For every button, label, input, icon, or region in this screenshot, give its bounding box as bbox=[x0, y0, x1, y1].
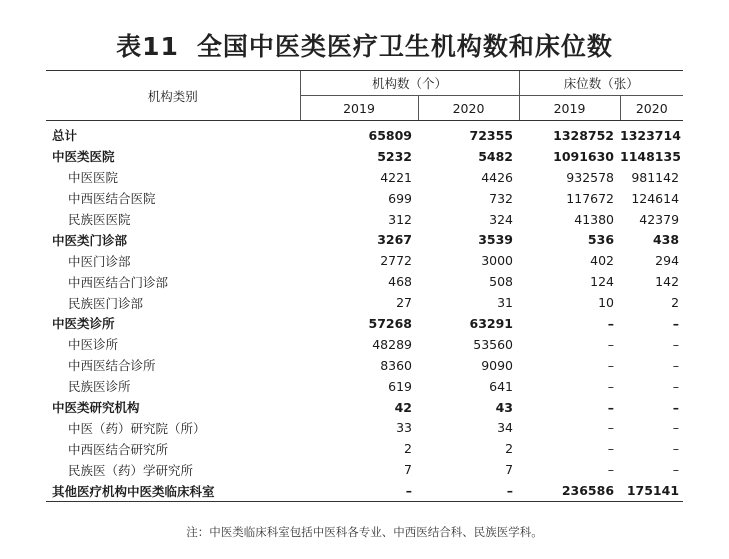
table-cell: 3539 bbox=[478, 232, 514, 248]
table-number: 表11 bbox=[116, 32, 179, 61]
table-cell: 41380 bbox=[574, 211, 615, 227]
table-cell: 294 bbox=[655, 253, 680, 269]
table-cell: – bbox=[672, 357, 680, 373]
table-cell: – bbox=[672, 378, 680, 394]
table-cell: – bbox=[607, 315, 615, 331]
statistics-table bbox=[46, 70, 683, 502]
table-cell: – bbox=[672, 315, 680, 331]
table-row bbox=[46, 376, 683, 397]
row-label: 民族医（药）学研究所 bbox=[68, 462, 194, 478]
table-cell: 5232 bbox=[377, 148, 412, 164]
row-label: 其他医疗机构中医类临床科室 bbox=[46, 480, 300, 501]
footnote: 注：中医类临床科室包括中医科各专业、中西医结合科、民族医学科。 bbox=[186, 525, 543, 539]
table-row bbox=[46, 121, 683, 146]
table-cell: – bbox=[607, 357, 615, 373]
table-row bbox=[46, 417, 683, 438]
table-cell: 43 bbox=[495, 399, 514, 415]
table-cell: 402 bbox=[590, 253, 615, 269]
table-row bbox=[46, 250, 683, 271]
table-cell: 641 bbox=[489, 378, 514, 394]
year-header: 2020 bbox=[620, 96, 683, 121]
row-label: 民族医门诊部 bbox=[68, 295, 144, 311]
table-cell: 981142 bbox=[631, 169, 680, 185]
table-cell: 2 bbox=[671, 295, 680, 311]
table-cell: 27 bbox=[396, 295, 412, 311]
row-label: 中医类门诊部 bbox=[52, 232, 128, 248]
row-label: 中医类医院 bbox=[52, 149, 115, 165]
table-cell: – bbox=[607, 420, 615, 436]
table-cell: 324 bbox=[489, 211, 514, 227]
table-cell: 932578 bbox=[566, 169, 615, 185]
row-label: 总计 bbox=[52, 128, 78, 144]
table-cell: 619 bbox=[388, 378, 412, 394]
table-title bbox=[0, 27, 729, 63]
table-cell: 2772 bbox=[380, 253, 412, 269]
row-label: 中医类研究机构 bbox=[52, 400, 140, 416]
table-cell: – bbox=[300, 480, 418, 501]
institutions-group-header: 机构数（个） bbox=[300, 71, 519, 96]
table-row bbox=[46, 459, 683, 480]
table-row bbox=[46, 209, 683, 230]
row-label: 中西医结合医院 bbox=[68, 191, 156, 207]
table-cell: 33 bbox=[396, 420, 412, 436]
year-header: 2019 bbox=[300, 96, 418, 121]
table-cell: – bbox=[607, 399, 615, 415]
table-cell: 236586 bbox=[519, 480, 620, 501]
table-row bbox=[46, 271, 683, 292]
table-cell: 124 bbox=[590, 274, 615, 290]
table-cell: 508 bbox=[489, 274, 514, 290]
table-cell: 9090 bbox=[481, 357, 514, 373]
table-cell: 10 bbox=[598, 295, 615, 311]
table-cell: 175141 bbox=[620, 480, 683, 501]
table-cell: 699 bbox=[388, 190, 412, 206]
table-header bbox=[46, 71, 683, 121]
table-cell: 3000 bbox=[481, 253, 514, 269]
table-cell: 8360 bbox=[380, 357, 412, 373]
table-row bbox=[46, 480, 683, 501]
table-cell: 312 bbox=[388, 211, 412, 227]
row-label: 中医（药）研究院（所） bbox=[68, 420, 206, 436]
table-row bbox=[46, 334, 683, 355]
table-row bbox=[46, 146, 683, 167]
table-cell: 4221 bbox=[380, 169, 412, 185]
table-row bbox=[46, 229, 683, 250]
row-label: 中医医院 bbox=[68, 170, 119, 186]
table-cell: 42 bbox=[394, 399, 412, 415]
table-cell: 63291 bbox=[469, 315, 514, 331]
row-label: 中医门诊部 bbox=[68, 253, 131, 269]
table-cell: 2 bbox=[505, 441, 514, 457]
table-cell: – bbox=[607, 378, 615, 394]
table-cell: 5482 bbox=[478, 148, 514, 164]
table-cell: 536 bbox=[587, 232, 615, 248]
table-cell: – bbox=[672, 441, 680, 457]
table-cell: 117672 bbox=[566, 190, 615, 206]
table-cell: – bbox=[672, 336, 680, 352]
row-label: 中西医结合研究所 bbox=[68, 441, 169, 457]
table-row bbox=[46, 167, 683, 188]
row-label-header: 机构类别 bbox=[46, 71, 300, 121]
table-cell: – bbox=[418, 480, 519, 501]
table-cell: 72355 bbox=[469, 127, 514, 143]
row-label: 中医类诊所 bbox=[52, 316, 115, 332]
year-header: 2020 bbox=[418, 96, 519, 121]
table-cell: 31 bbox=[497, 295, 514, 311]
table-body bbox=[46, 121, 683, 502]
table-cell: 2 bbox=[404, 441, 412, 457]
row-label: 中西医结合门诊部 bbox=[68, 274, 169, 290]
table-cell: 53560 bbox=[473, 336, 514, 352]
table-cell: 34 bbox=[497, 420, 514, 436]
table-cell: 7 bbox=[404, 462, 412, 478]
table-row bbox=[46, 292, 683, 313]
table-cell: 3267 bbox=[377, 232, 412, 248]
table-cell: 732 bbox=[489, 190, 514, 206]
table-row bbox=[46, 438, 683, 459]
table-row bbox=[46, 397, 683, 418]
table-cell: 57268 bbox=[368, 315, 412, 331]
table-cell: – bbox=[607, 462, 615, 478]
table-cell: 438 bbox=[652, 232, 680, 248]
table-cell: 1323714 bbox=[620, 127, 681, 143]
table-row bbox=[46, 313, 683, 334]
table-cell: 1091630 bbox=[553, 148, 615, 164]
table-cell: – bbox=[607, 336, 615, 352]
table-cell: 42379 bbox=[639, 211, 680, 227]
table-cell: – bbox=[672, 462, 680, 478]
row-label: 中西医结合诊所 bbox=[68, 358, 156, 374]
table-cell: 65809 bbox=[368, 127, 412, 143]
beds-group-header: 床位数（张） bbox=[519, 71, 683, 96]
row-label: 民族医医院 bbox=[68, 212, 131, 227]
row-label: 中医诊所 bbox=[68, 337, 119, 353]
table-row bbox=[46, 355, 683, 376]
table-cell: 7 bbox=[505, 462, 514, 478]
table-title-text: 全国中医类医疗卫生机构数和床位数 bbox=[196, 32, 613, 61]
table-cell: 142 bbox=[655, 274, 680, 290]
table-cell: 468 bbox=[388, 274, 412, 290]
table-cell: – bbox=[672, 399, 680, 415]
table-cell: 1148135 bbox=[620, 148, 681, 164]
table-cell: – bbox=[607, 441, 615, 457]
table-cell: 48289 bbox=[372, 336, 412, 352]
row-label: 民族医诊所 bbox=[68, 379, 131, 395]
table-cell: – bbox=[672, 420, 680, 436]
table-row bbox=[46, 188, 683, 209]
year-header: 2019 bbox=[519, 96, 620, 121]
table-cell: 124614 bbox=[631, 190, 680, 206]
table-cell: 4426 bbox=[481, 169, 514, 185]
table-cell: 1328752 bbox=[553, 127, 615, 143]
